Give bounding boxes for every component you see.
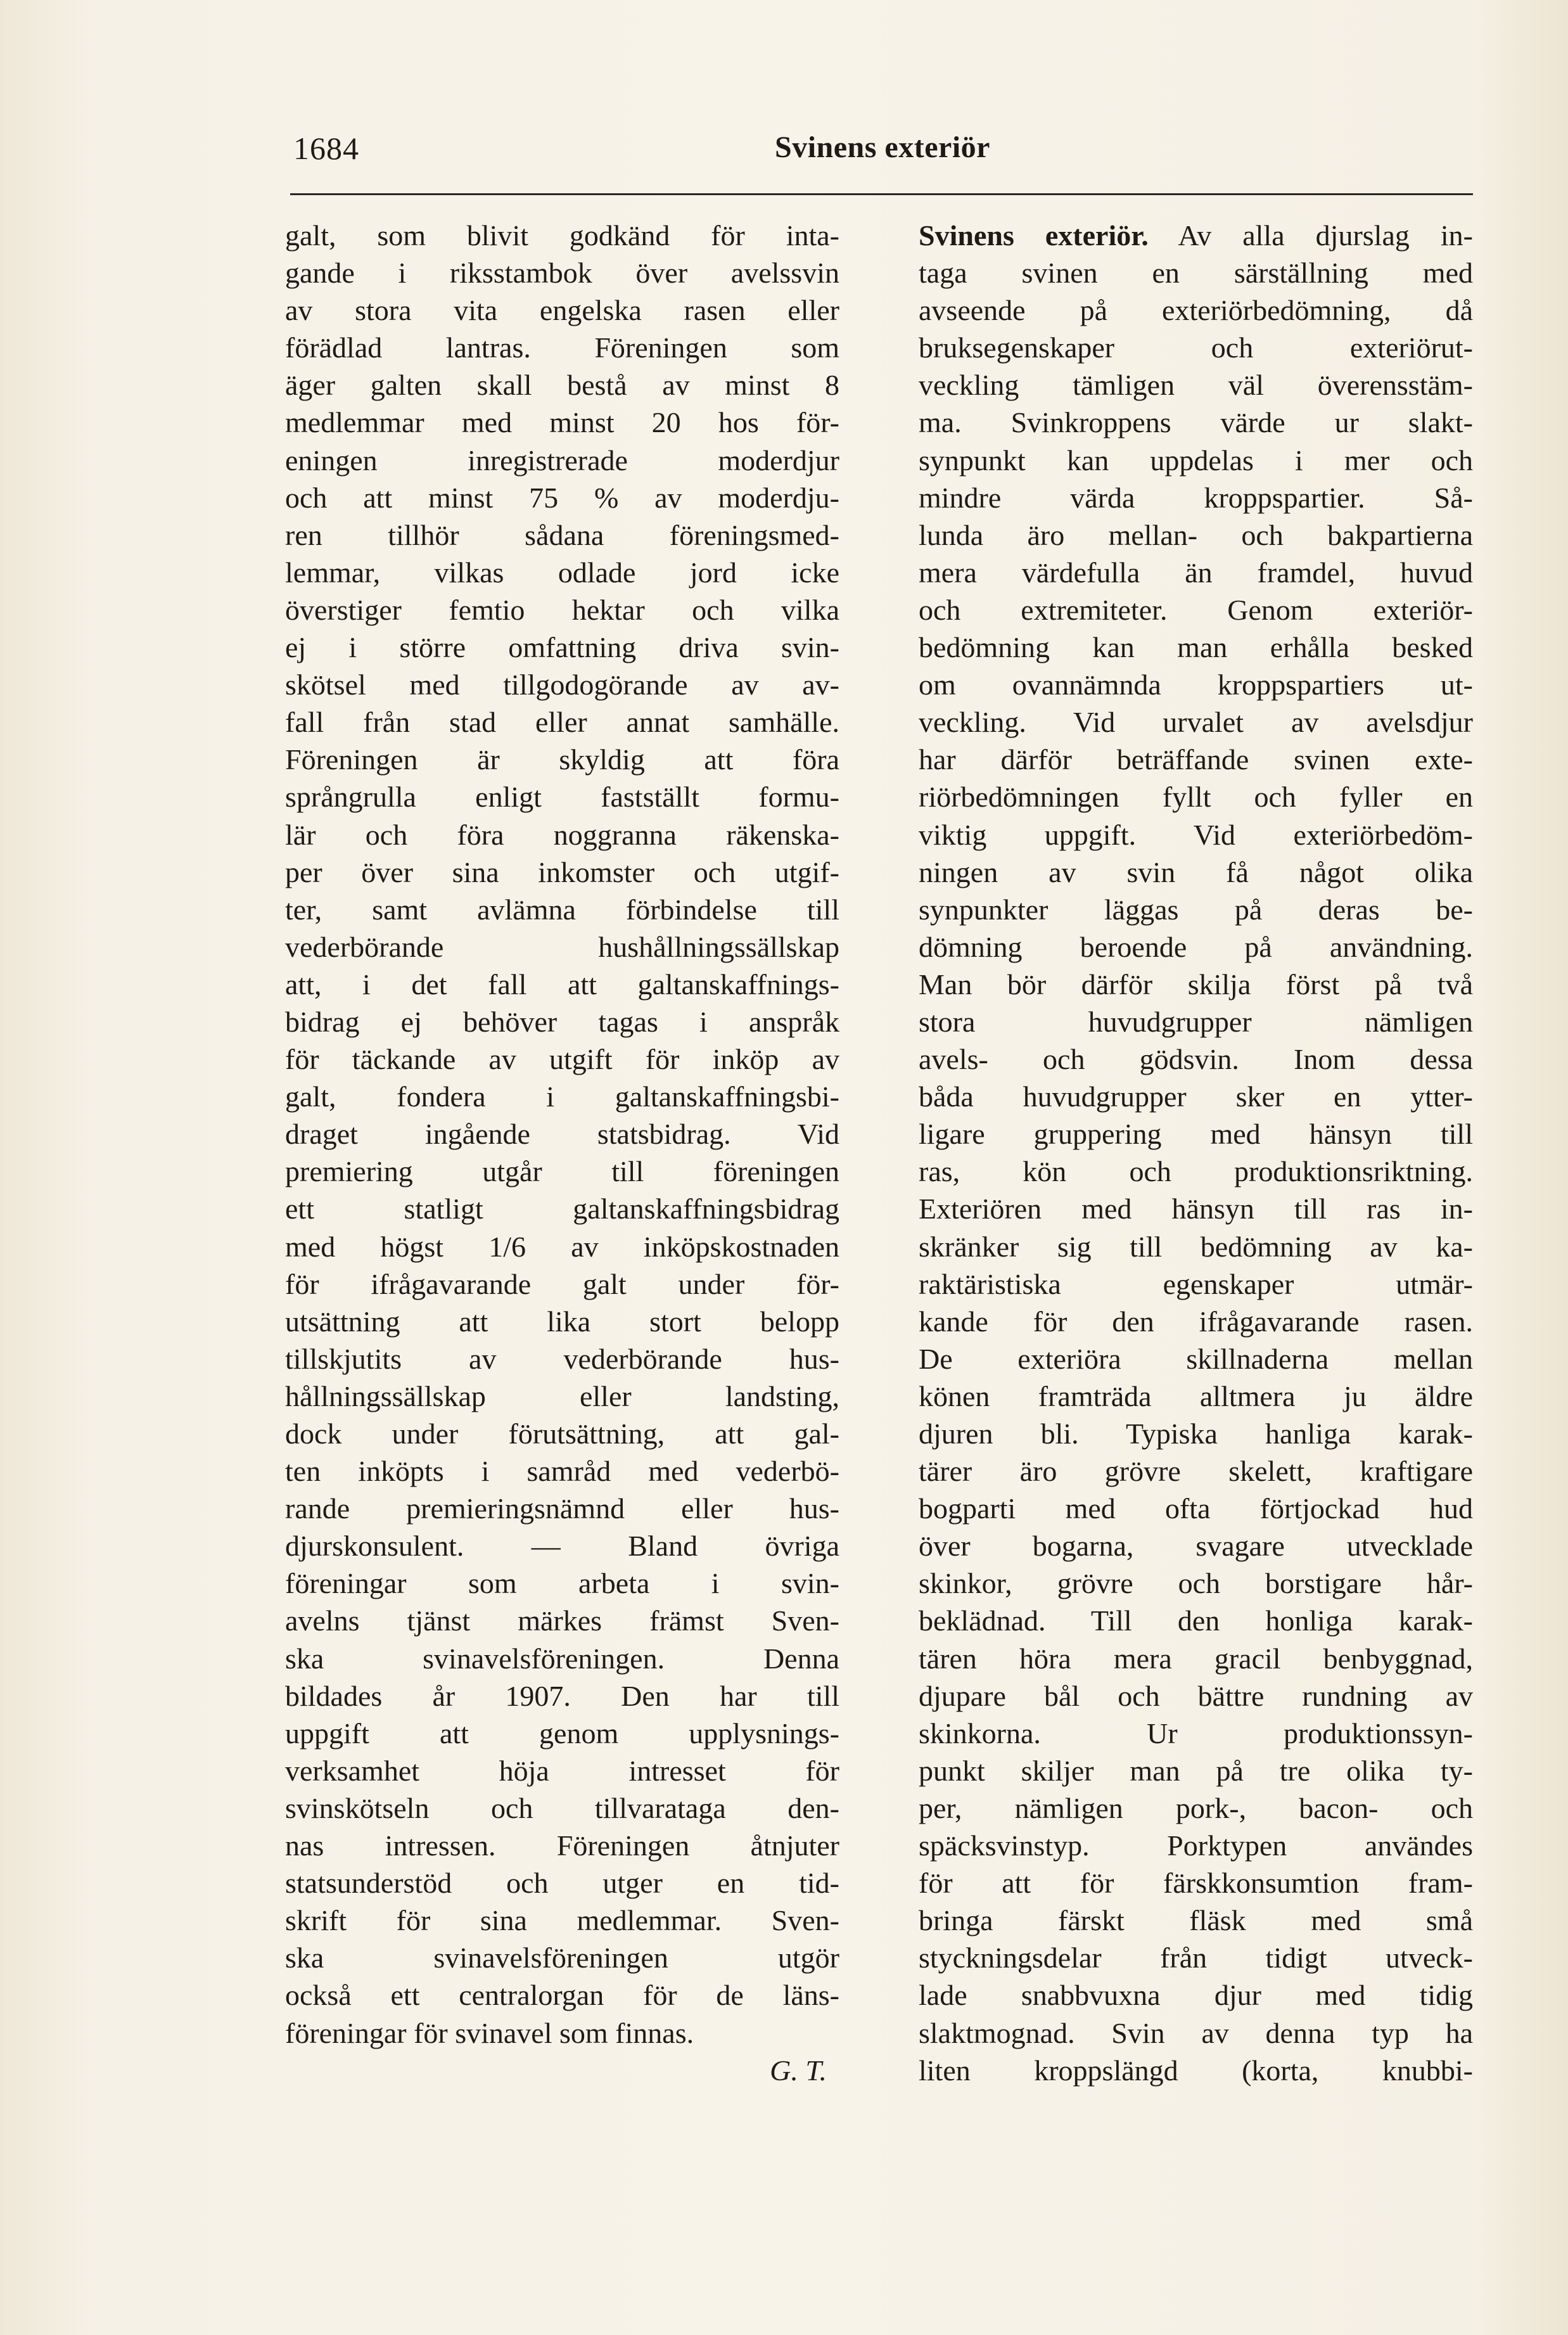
text-line: nas intressen. Föreningen åtnjuter xyxy=(285,1829,839,1862)
text-line: De exteriöra skillnaderna mellan xyxy=(919,1342,1473,1375)
text-line: kande för den ifrågavarande rasen. xyxy=(919,1305,1473,1338)
section-heading: Svinens exteriör. xyxy=(919,219,1149,252)
text-line: lade snabbvuxna djur med tidig xyxy=(919,1979,1473,2012)
text-line: ren tillhör sådana föreningsmed- xyxy=(285,518,839,551)
text-line: bogparti med ofta förtjockad hud xyxy=(919,1492,1473,1525)
text-line: synpunkter läggas på deras be- xyxy=(919,893,1473,926)
text-line: punkt skiljer man på tre olika ty- xyxy=(919,1754,1473,1787)
text-line: statsunderstöd och utger en tid- xyxy=(285,1867,839,1900)
text-line: taga svinen en särställning med xyxy=(919,257,1473,290)
text-line: för att för färskkonsumtion fram- xyxy=(919,1867,1473,1900)
text-line: om ovannämnda kroppspartiers ut- xyxy=(919,669,1473,701)
text-line: djurskonsulent. — Bland övriga xyxy=(285,1530,839,1563)
text-line: ett statligt galtanskaffningsbidrag xyxy=(285,1193,839,1225)
text-line: könen framträda alltmera ju äldre xyxy=(919,1379,1473,1412)
right-column xyxy=(919,217,1473,2089)
text-line: synpunkt kan uppdelas i mer och xyxy=(919,444,1473,477)
text-line: rande premieringsnämnd eller hus- xyxy=(285,1492,839,1525)
text-line: skinkor, grövre och borstigare hår- xyxy=(919,1567,1473,1600)
page-header xyxy=(293,130,1472,181)
text-line: tären höra mera gracil benbyggnad, xyxy=(919,1642,1473,1675)
text-line: raktäristiska egenskaper utmär- xyxy=(919,1267,1473,1300)
text-line: för ifrågavarande galt under för- xyxy=(285,1267,839,1300)
text-line: djuren bli. Typiska hanliga karak- xyxy=(919,1417,1473,1450)
text-line: mera värdefulla än framdel, huvud xyxy=(919,556,1473,589)
text-line: bruksegenskaper och exteriörut- xyxy=(919,331,1473,364)
text-line: bildades år 1907. Den har till xyxy=(285,1679,839,1712)
text-line: förädlad lantras. Föreningen som xyxy=(285,331,839,364)
text-line: lemmar, vilkas odlade jord icke xyxy=(285,556,839,589)
running-title: Svinens exteriör xyxy=(775,131,990,164)
text-line: svinskötseln och tillvaratаga den- xyxy=(285,1791,839,1824)
text-line: liten kroppslängd (korta, knubbi- xyxy=(919,2054,1473,2087)
text-line: att, i det fall att galtanskaffnings- xyxy=(285,968,839,1001)
text-line: ligare gruppering med hänsyn till xyxy=(919,1118,1473,1151)
text-line: har därför beträffande svinen exte- xyxy=(919,743,1473,776)
text-line: veckling tämligen väl överensstäm- xyxy=(919,369,1473,402)
text-line: avseende på exteriörbedömning, då xyxy=(919,294,1473,327)
text-line: galt, fondera i galtanskaffningsbi- xyxy=(285,1080,839,1113)
text-line: ma. Svinkroppens värde ur slakt- xyxy=(919,406,1473,439)
heading-line-rest: Av alla djurslag in- xyxy=(1148,219,1473,252)
text-line: med högst 1/6 av inköpskostnaden xyxy=(285,1230,839,1263)
text-line: eningen inregistrerade moderdjur xyxy=(285,444,839,477)
text-line: uppgift att genom upplysnings- xyxy=(285,1717,839,1750)
text-line: ten inköpts i samråd med vederbö- xyxy=(285,1455,839,1488)
text-line: ska svinavelsföreningen. Denna xyxy=(285,1642,839,1675)
text-line: tärer äro grövre skelett, kraftigare xyxy=(919,1455,1473,1488)
text-line: dock under förutsättning, att gal- xyxy=(285,1417,839,1450)
text-line: verksamhet höja intresset för xyxy=(285,1754,839,1787)
text-line: lunda äro mellan- och bakpartierna xyxy=(919,518,1473,551)
text-line: beklädnad. Till den honliga karak- xyxy=(919,1604,1473,1637)
text-line: premiering utgår till föreningen xyxy=(285,1155,839,1188)
text-line: per över sina inkomster och utgif- xyxy=(285,855,839,888)
text-line: djupare bål och bättre rundning av xyxy=(919,1679,1473,1712)
text-line: mindre värda kroppspartier. Så- xyxy=(919,481,1473,514)
text-line: viktig uppgift. Vid exteriörbedöm- xyxy=(919,818,1473,851)
text-line xyxy=(919,217,1473,254)
text-line: avels- och gödsvin. Inom dessa xyxy=(919,1043,1473,1076)
text-line: bringa färskt fläsk med små xyxy=(919,1904,1473,1937)
text-line: överstiger femtio hektar och vilka xyxy=(285,593,839,626)
text-line: Exteriören med hänsyn till ras in- xyxy=(919,1193,1473,1225)
text-line: slaktmognad. Svin av denna typ ha xyxy=(919,2016,1473,2049)
text-line: båda huvudgrupper sker en ytter- xyxy=(919,1080,1473,1113)
text-line: hållningssällskap eller landsting, xyxy=(285,1379,839,1412)
header-rule xyxy=(290,193,1473,195)
text-line: också ett centralorgan för de läns- xyxy=(285,1979,839,2012)
text-line: gande i riksstambok över avelssvin xyxy=(285,257,839,290)
text-line: Föreningen är skyldig att föra xyxy=(285,743,839,776)
text-line: per, nämligen pork-, bacon- och xyxy=(919,1791,1473,1824)
text-line: galt, som blivit godkänd för inta- xyxy=(285,219,839,252)
text-line: språngrulla enligt fastställt formu- xyxy=(285,781,839,814)
text-line: och extremiteter. Genom exteriör- xyxy=(919,593,1473,626)
text-line: avelns tjänst märkes främst Sven- xyxy=(285,1604,839,1637)
author-signature: G. T. xyxy=(770,2054,827,2087)
text-line: styckningsdelar från tidigt utveck- xyxy=(919,1942,1473,1974)
text-line: skötsel med tillgodogörande av av- xyxy=(285,669,839,701)
text-line: riörbedömningen fyllt och fyller en xyxy=(919,781,1473,814)
text-line: ningen av svin få något olika xyxy=(919,855,1473,888)
text-line: skränker sig till bedömning av ka- xyxy=(919,1230,1473,1263)
text-line: stora huvudgrupper nämligen xyxy=(919,1005,1473,1038)
text-line: föreningar för svinavel som finnas. xyxy=(285,2016,694,2049)
text-line: skrift för sina medlemmar. Sven- xyxy=(285,1904,839,1937)
text-line: äger galten skall bestå av minst 8 xyxy=(285,369,839,402)
text-line: medlemmar med minst 20 hos för- xyxy=(285,406,839,439)
left-column xyxy=(285,217,839,2089)
text-line: dömning beroende på användning. xyxy=(919,930,1473,963)
text-line: utsättning att lika stort belopp xyxy=(285,1305,839,1338)
text-line: och att minst 75 % av moderdju- xyxy=(285,481,839,514)
text-line: över bogarna, svagare utvecklade xyxy=(919,1530,1473,1563)
page-number: 1684 xyxy=(293,131,359,166)
text-line: tillskjutits av vederbörande hus- xyxy=(285,1342,839,1375)
text-line: lär och föra noggranna räkenska- xyxy=(285,818,839,851)
text-line: ej i större omfattning driva svin- xyxy=(285,631,839,664)
text-line: ska svinavelsföreningen utgör xyxy=(285,1942,839,1974)
text-line: vederbörande hushållningssällskap xyxy=(285,930,839,963)
text-line: föreningar som arbeta i svin- xyxy=(285,1567,839,1600)
text-line: Man bör därför skilja först på två xyxy=(919,968,1473,1001)
text-line: bidrag ej behöver tagas i anspråk xyxy=(285,1005,839,1038)
text-line: draget ingående statsbidrag. Vid xyxy=(285,1118,839,1151)
text-line: ter, samt avlämna förbindelse till xyxy=(285,893,839,926)
text-line: skinkorna. Ur produktionssyn- xyxy=(919,1717,1473,1750)
text-line: späcksvinstyp. Porktypen användes xyxy=(919,1829,1473,1862)
text-line: av stora vita engelska rasen eller xyxy=(285,294,839,327)
text-line: veckling. Vid urvalet av avelsdjur xyxy=(919,706,1473,739)
text-line: bedömning kan man erhålla besked xyxy=(919,631,1473,664)
text-line: fall från stad eller annat samhälle. xyxy=(285,706,839,739)
text-line: ras, kön och produktionsriktning. xyxy=(919,1155,1473,1188)
text-line: för täckande av utgift för inköp av xyxy=(285,1043,839,1076)
